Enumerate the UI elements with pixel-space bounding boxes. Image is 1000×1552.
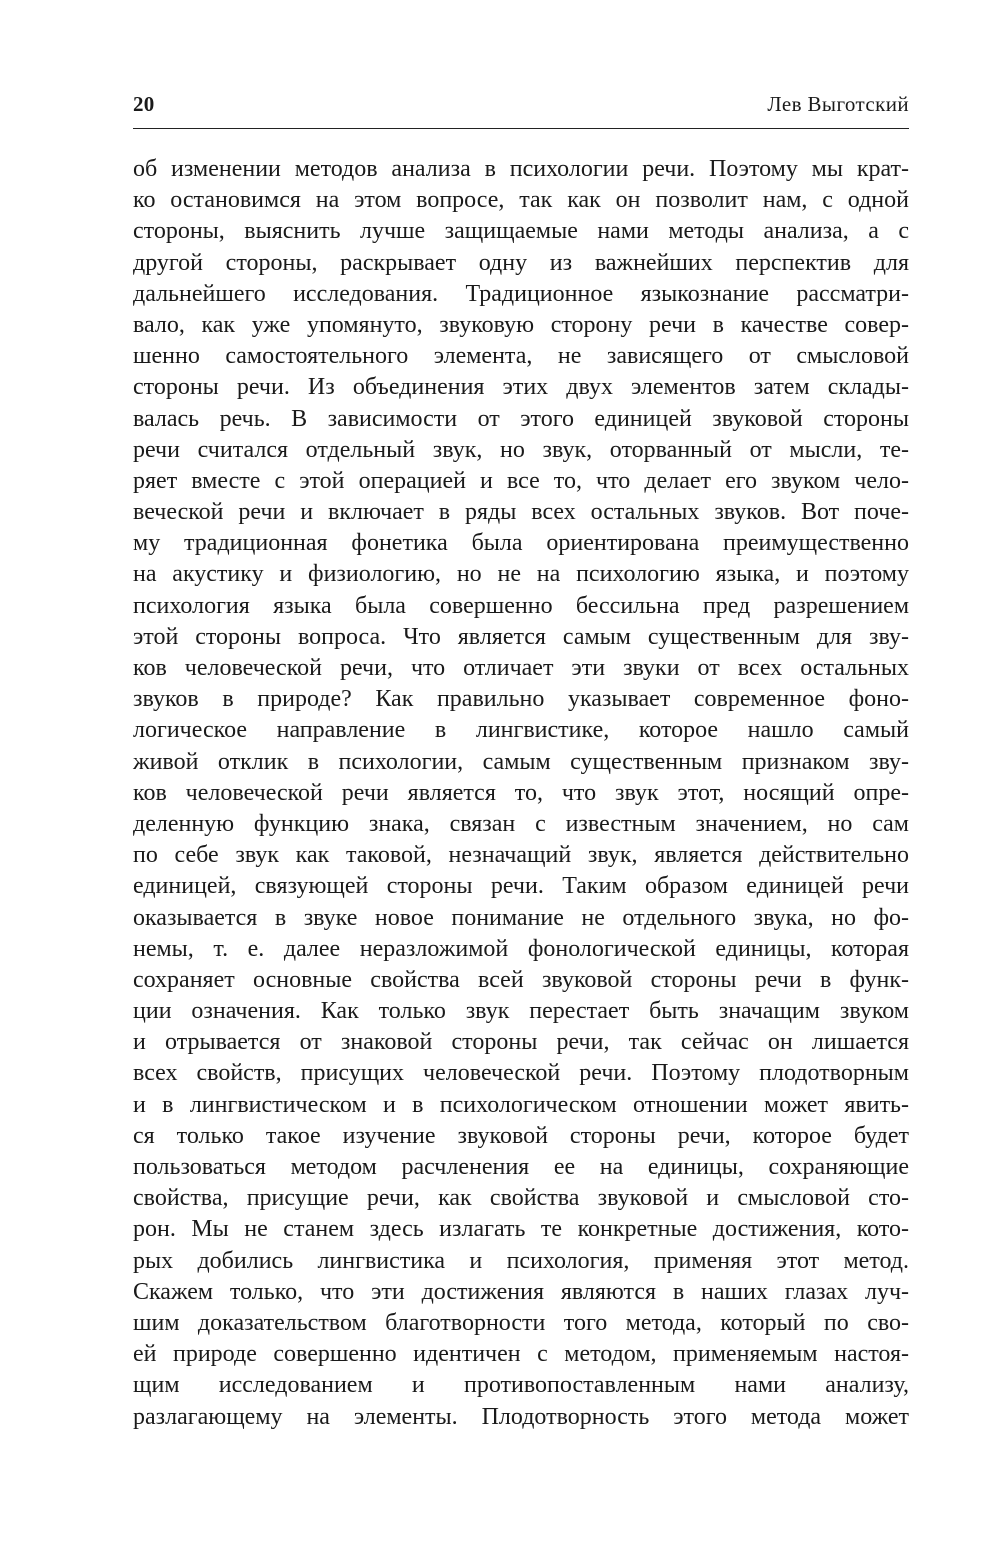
text-line: ряет вместе с этой операцией и все то, что делает его звуком чело-: [133, 467, 909, 494]
text-line: разлагающему на элементы. Плодотворность этого метода может: [133, 1403, 909, 1430]
text-line: свойства, присущие речи, как свойства звуковой и смысловой сто-: [133, 1185, 909, 1212]
text-line: живой отклик в психологии, самым существенным признаком зву-: [133, 748, 909, 775]
header-rule: [133, 128, 909, 129]
running-head: [133, 88, 909, 122]
text-line: веческой речи и включает в ряды всех остальных звуков. Вот поче-: [133, 499, 909, 526]
text-line: рон. Мы не станем здесь излагать те конкретные достижения, кото-: [133, 1216, 909, 1243]
text-line: этой стороны вопроса. Что является самым существенным для зву-: [133, 623, 909, 650]
text-line: ков человеческой речи является то, что звук этот, носящий опре-: [133, 779, 909, 806]
text-line: деленную функцию знака, связан с известным значением, но сам: [133, 810, 909, 837]
text-line: речи считался отдельный звук, но звук, оторванный от мысли, те-: [133, 436, 909, 463]
text-line: об изменении методов анализа в психологии речи. Поэтому мы крат-: [133, 156, 909, 182]
text-line: сохраняет основные свойства всей звуковой стороны речи в функ-: [133, 966, 909, 993]
text-line: стороны речи. Из объединения этих двух элементов затем склады-: [133, 374, 909, 401]
text-line: ков человеческой речи, что отличает эти звуки от всех остальных: [133, 655, 909, 681]
text-line: ся только такое изучение звуковой стороны речи, которое будет: [133, 1122, 909, 1149]
text-line: шенно самостоятельного элемента, не зависящего от смысловой: [133, 343, 909, 370]
text-line: рых добились лингвистика и психология, применяя этот метод.: [133, 1247, 909, 1274]
text-line: немы, т. е. далее неразложимой фонологической единицы, которая: [133, 935, 909, 962]
text-line: щим исследованием и противопоставленным нами анализу,: [133, 1372, 909, 1399]
text-line: ей природе совершенно идентичен с методом, применяемым настоя-: [133, 1341, 909, 1368]
running-title: Лев Выготский: [767, 92, 909, 116]
text-line: Скажем только, что эти достижения являются в наших глазах луч-: [133, 1278, 909, 1305]
text-line: оказывается в звуке новое понимание не отдельного звука, но фо-: [133, 904, 909, 931]
text-line: всех свойств, присущих человеческой речи. Поэтому плодотворным: [133, 1060, 909, 1087]
body-text: [133, 154, 909, 1433]
text-line: логическое направление в лингвистике, которое нашло самый: [133, 717, 909, 744]
text-line: шим доказательством благотворности того метода, который по сво-: [133, 1309, 909, 1336]
text-line: пользоваться методом расчленения ее на единицы, сохраняющие: [133, 1154, 909, 1180]
text-line: звуков в природе? Как правильно указывает современное фоно-: [133, 686, 909, 713]
text-line: по себе звук как таковой, незначащий звук, является действительно: [133, 842, 909, 869]
text-line: единицей, связующей стороны речи. Таким образом единицей речи: [133, 873, 909, 900]
text-line: другой стороны, раскрывает одну из важнейших перспектив для: [133, 249, 909, 276]
text-line: вало, как уже упомянуто, звуковую сторону речи в качестве совер-: [133, 311, 909, 338]
text-line: и отрывается от знаковой стороны речи, так сейчас он лишается: [133, 1029, 909, 1056]
text-line: ко остановимся на этом вопросе, так как он позволит нам, с одной: [133, 187, 909, 214]
text-line: му традиционная фонетика была ориентирована преимущественно: [133, 530, 909, 557]
text-line: на акустику и физиологию, но не на психологию языка, и поэтому: [133, 561, 909, 588]
text-line: валась речь. В зависимости от этого единицей звуковой стороны: [133, 405, 909, 432]
text-line: стороны, выяснить лучше защищаемые нами методы анализа, а с: [133, 218, 909, 245]
text-line: ции означения. Как только звук перестает быть значащим звуком: [133, 998, 909, 1025]
text-line: и в лингвистическом и в психологическом отношении может явить-: [133, 1091, 909, 1118]
text-line: психология языка была совершенно бессильна пред разрешением: [133, 592, 909, 619]
page-number: 20: [133, 92, 155, 116]
text-line: дальнейшего исследования. Традиционное языкознание рассматри-: [133, 280, 909, 307]
